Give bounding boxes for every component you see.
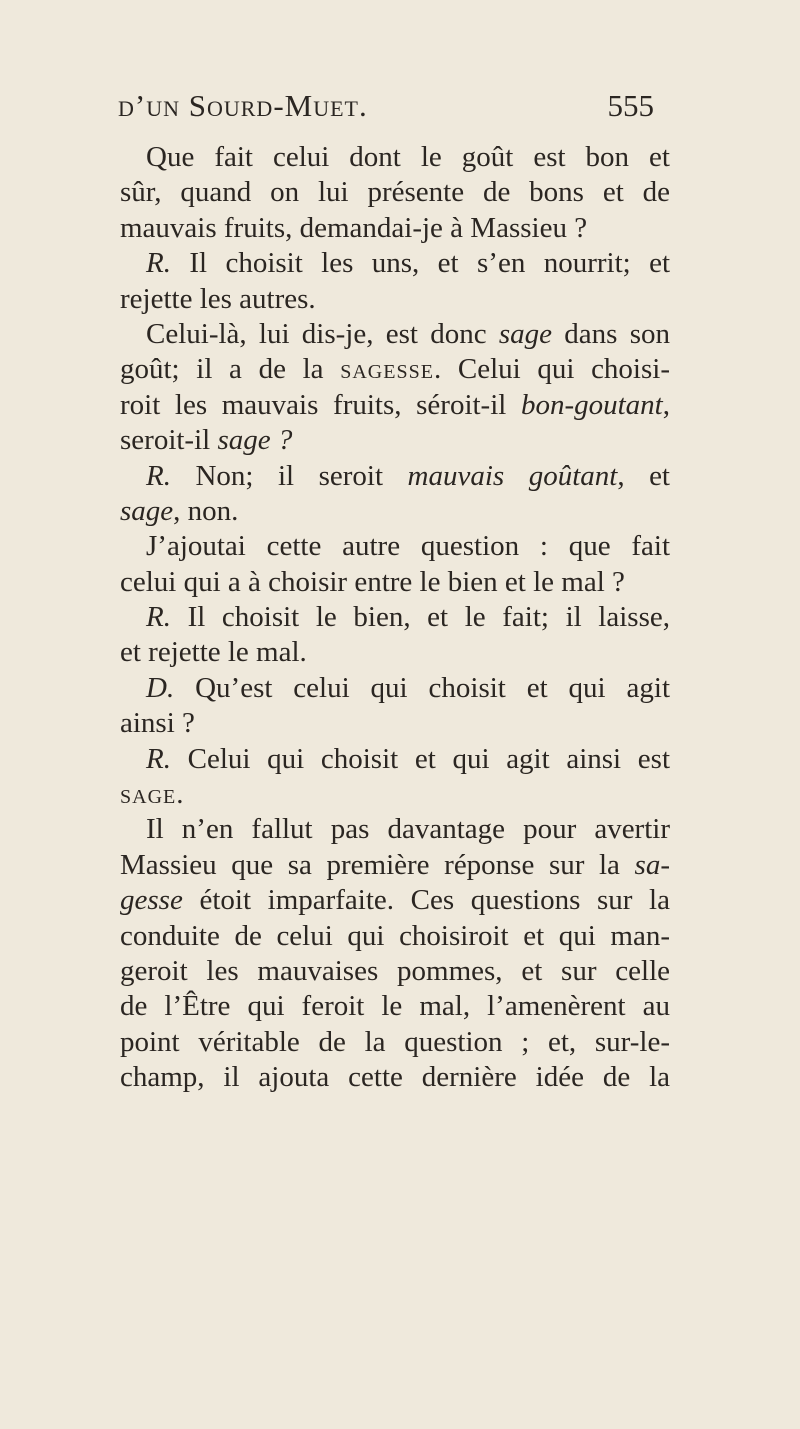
text-segment: conduite de celui qui choisiroit et qui man-	[120, 919, 670, 952]
text-segment: point véritable de la question ; et, sur-le-	[120, 1025, 670, 1058]
body-text	[120, 140, 670, 1096]
text-line	[120, 600, 670, 635]
speaker-label: D.	[146, 671, 175, 704]
speaker-label: R.	[146, 459, 171, 492]
text-segment: rejette les autres.	[120, 282, 316, 315]
text-line	[120, 459, 670, 494]
text-segment: geroit les mauvaises pommes, et sur celle	[120, 954, 670, 987]
text-segment: roit les mauvais fruits, séroit-il	[120, 388, 521, 421]
text-segment: , non.	[173, 494, 239, 527]
text-line	[120, 848, 670, 883]
text-segment: Il choisit les uns, et s’en nourrit; et	[170, 247, 670, 280]
text-segment: Qu’est celui qui choisit et qui agit	[174, 671, 670, 704]
text-line	[120, 529, 670, 564]
speaker-label: R.	[146, 742, 171, 775]
text-segment: sûr, quand on lui présente de bons et de	[120, 176, 670, 209]
text-segment: goût; il a de la	[120, 353, 341, 386]
text-line	[120, 1025, 670, 1060]
text-segment: ,	[662, 388, 670, 421]
text-line	[120, 175, 670, 210]
text-line	[120, 317, 670, 352]
text-segment: Il choisit le bien, et le fait; il laisse,	[170, 601, 670, 634]
text-segment: J’ajoutai cette autre question : que fait	[146, 530, 670, 563]
speaker-label: R.	[146, 601, 171, 634]
text-line	[120, 812, 670, 847]
text-segment: étoit imparfaite. Ces questions sur la	[182, 884, 670, 917]
text-line	[120, 954, 670, 989]
text-segment: sage	[120, 778, 177, 811]
text-line	[120, 211, 670, 246]
text-segment: celui qui a à choisir entre le bien et le mal ?	[120, 565, 625, 598]
text-line	[120, 565, 670, 600]
running-head: d’un Sourd-Muet.	[118, 88, 368, 123]
text-segment: Massieu que sa première réponse sur la	[120, 848, 635, 881]
text-segment: , et	[617, 459, 670, 492]
text-segment: Celui-là, lui dis-je, est donc	[146, 317, 499, 350]
text-segment: dans son	[552, 317, 670, 350]
text-segment: Que fait celui dont le goût est bon et	[146, 141, 670, 173]
text-segment: sage	[120, 494, 174, 527]
text-segment: bon-goutant	[520, 388, 663, 421]
text-segment: gesse	[120, 884, 183, 917]
text-line	[120, 919, 670, 954]
text-segment: . Celui qui choisi-	[433, 353, 670, 386]
text-segment: mauvais goûtant	[407, 459, 618, 492]
text-segment: champ, il ajouta cette dernière idée de la	[120, 1061, 670, 1094]
text-segment: sa-	[634, 848, 670, 881]
text-segment: de l’Être qui feroit le mal, l’amenèrent au	[120, 990, 670, 1023]
text-line	[120, 742, 670, 777]
text-line	[120, 423, 670, 458]
text-line	[120, 494, 670, 529]
text-segment: seroit-il	[120, 424, 218, 457]
page-number: 555	[607, 88, 654, 123]
text-segment: sage	[498, 317, 553, 350]
text-line	[120, 352, 670, 387]
text-line	[120, 777, 670, 812]
text-line	[120, 388, 670, 423]
text-line	[120, 1060, 670, 1095]
text-segment: Celui qui choisit et qui agit ainsi est	[170, 742, 670, 775]
text-segment: Non; il seroit	[170, 459, 408, 492]
text-segment: sage ?	[217, 424, 293, 457]
text-segment: et rejette le mal.	[120, 636, 307, 669]
page-header	[118, 88, 654, 128]
text-segment: .	[176, 778, 184, 811]
text-line	[120, 883, 670, 918]
text-segment: ainsi ?	[120, 707, 195, 740]
text-segment: Il n’en fallut pas davantage pour avertir	[146, 813, 670, 846]
text-segment: sagesse	[340, 353, 434, 386]
text-line	[120, 671, 670, 706]
text-line	[120, 246, 670, 281]
text-segment: mauvais fruits, demandai-je à Massieu ?	[120, 211, 588, 244]
text-line	[120, 706, 670, 741]
text-line	[120, 140, 670, 175]
text-line	[120, 635, 670, 670]
text-line	[120, 989, 670, 1024]
text-line	[120, 282, 670, 317]
speaker-label: R.	[146, 247, 171, 280]
